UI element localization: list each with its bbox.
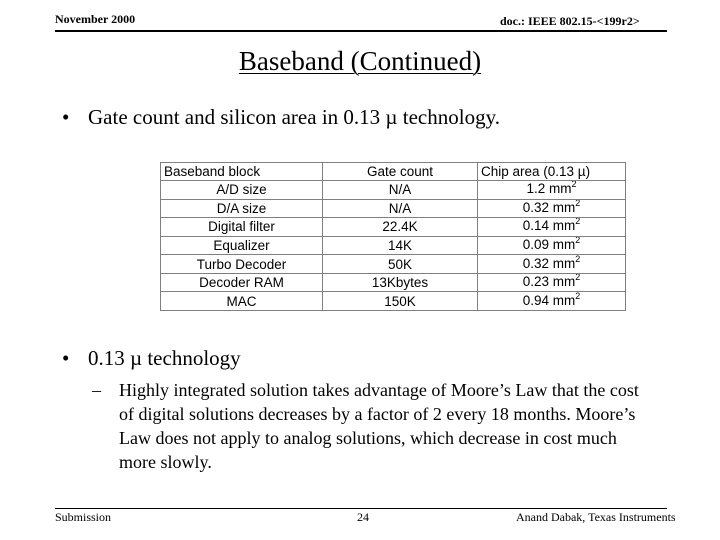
- area-value: 0.32: [522, 199, 549, 215]
- area-value: 0.32: [522, 255, 549, 271]
- table-body: [161, 181, 626, 311]
- sub-bullet-text: Highly integrated solution takes advantage of Moore’s Law that the cost of digital solutions decreases by a factor of 2 every 18 months. Moore’s Law does not apply to analog solutions, which decrease in cost much more slowly.: [119, 380, 639, 472]
- table-row: [161, 255, 626, 274]
- cell-area: [478, 292, 626, 311]
- col-header-block: Baseband block: [161, 163, 323, 181]
- area-unit: mm: [552, 274, 576, 290]
- area-unit: mm: [552, 199, 576, 215]
- cell-gates: 22.4K: [323, 218, 478, 237]
- area-unit-exponent: 2: [571, 180, 577, 190]
- footer-submission: Submission: [55, 510, 112, 524]
- col-header-gates: Gate count: [323, 163, 478, 181]
- area-value: 0.94: [522, 292, 549, 308]
- cell-block: Equalizer: [161, 236, 323, 255]
- area-unit-exponent: 2: [575, 291, 581, 301]
- table-row: [161, 292, 626, 311]
- area-value: 0.09: [522, 236, 549, 252]
- area-value: 1.2: [526, 181, 546, 197]
- cell-area: [478, 273, 626, 292]
- sub-bullet-moores-law: [92, 378, 652, 474]
- cell-gates: 14K: [323, 236, 478, 255]
- area-value: 0.23: [522, 274, 549, 290]
- area-unit: mm: [552, 218, 576, 234]
- table-row: [161, 236, 626, 255]
- area-unit: mm: [552, 236, 576, 252]
- bullet-dot: •: [62, 105, 70, 129]
- area-unit: mm: [552, 255, 576, 271]
- footer-page-number: 24: [357, 510, 369, 524]
- area-unit-exponent: 2: [575, 273, 581, 283]
- cell-block: D/A size: [161, 199, 323, 218]
- cell-gates: N/A: [323, 199, 478, 218]
- bullet-gate-count: [62, 104, 500, 130]
- slide-title: [0, 44, 720, 78]
- area-unit: mm: [549, 181, 572, 197]
- table-row: [161, 199, 626, 218]
- cell-block: Digital filter: [161, 218, 323, 237]
- cell-area: [478, 218, 626, 237]
- header-rule: [55, 30, 667, 32]
- sub-bullet-dash: –: [92, 380, 101, 400]
- slide-title-text: Baseband (Continued): [238, 46, 482, 76]
- bullet-dot: •: [62, 346, 70, 370]
- area-unit-exponent: 2: [575, 236, 581, 245]
- cell-area: [478, 181, 626, 200]
- area-unit-exponent: 2: [575, 217, 581, 227]
- table-row: [161, 181, 626, 200]
- cell-block: Turbo Decoder: [161, 255, 323, 274]
- cell-area: [478, 199, 626, 218]
- cell-gates: 150K: [323, 292, 478, 311]
- bullet-gate-count-text: Gate count and silicon area in 0.13 µ technology.: [88, 105, 500, 129]
- cell-area: [478, 236, 626, 255]
- area-unit-exponent: 2: [575, 199, 581, 208]
- area-value: 0.14: [522, 218, 549, 234]
- header-doc-id: doc.: IEEE 802.15-<199r2>: [500, 14, 640, 28]
- cell-gates: N/A: [323, 181, 478, 200]
- table-row: [161, 218, 626, 237]
- bullet-technology: [62, 345, 241, 371]
- cell-block: Decoder RAM: [161, 273, 323, 292]
- footer-author: Anand Dabak, Texas Instruments: [516, 510, 676, 524]
- cell-block: A/D size: [161, 181, 323, 200]
- col-header-area: Chip area (0.13 µ): [478, 163, 626, 181]
- header-date: November 2000: [55, 12, 136, 26]
- table-header-row: [161, 163, 626, 181]
- area-unit-exponent: 2: [575, 254, 581, 264]
- cell-block: MAC: [161, 292, 323, 311]
- footer-rule: [55, 508, 667, 509]
- bullet-technology-text: 0.13 µ technology: [88, 346, 241, 370]
- cell-area: [478, 255, 626, 274]
- area-unit: mm: [552, 292, 576, 308]
- baseband-table: [160, 162, 626, 311]
- table-row: [161, 273, 626, 292]
- cell-gates: 50K: [323, 255, 478, 274]
- cell-gates: 13Kbytes: [323, 273, 478, 292]
